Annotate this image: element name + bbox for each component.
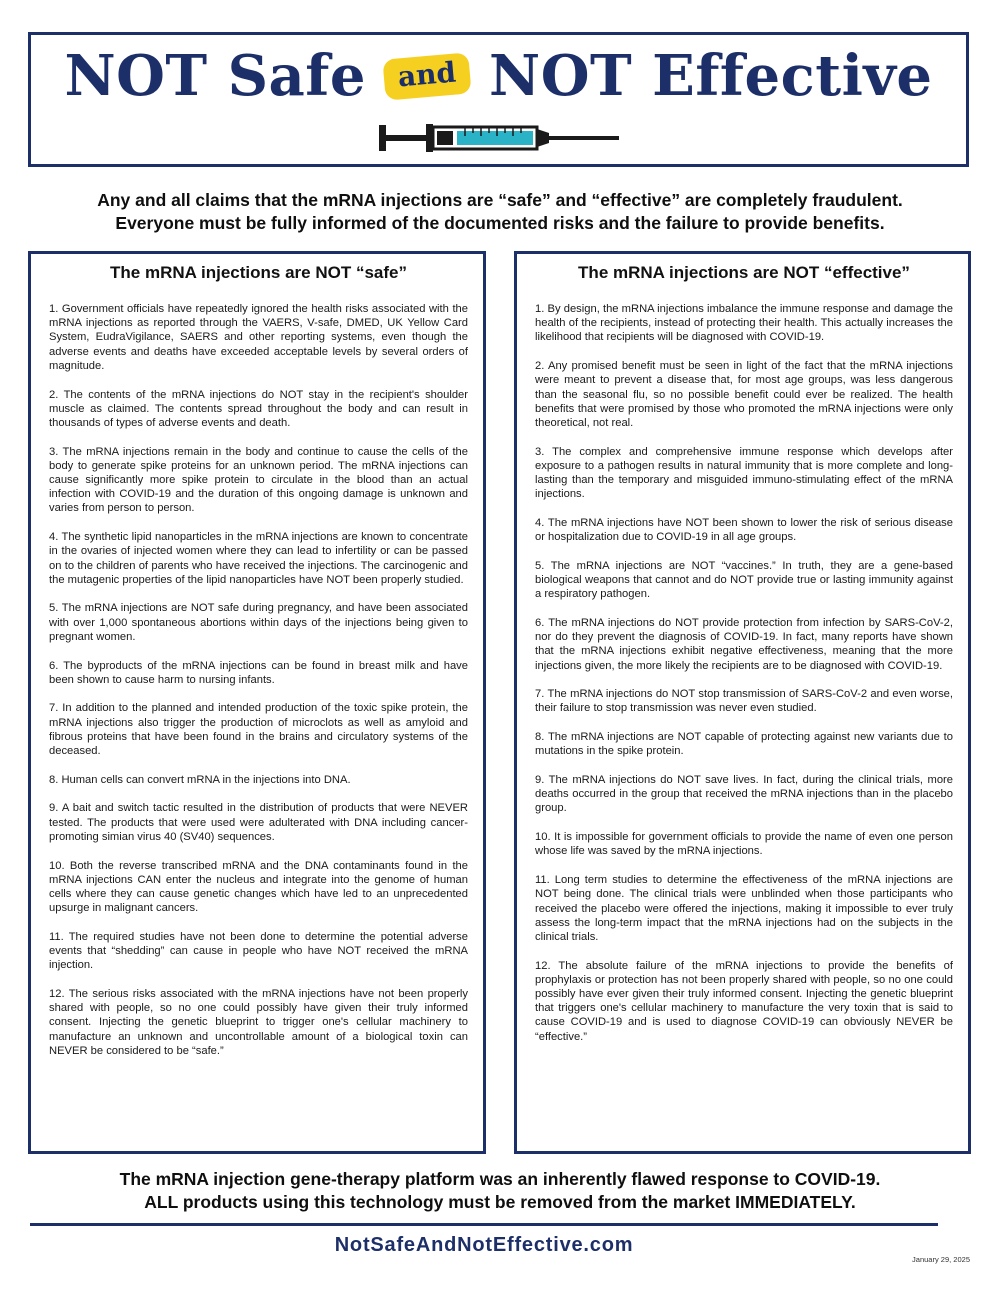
list-item: 3. The complex and comprehensive immune response which develops after exposure to a pathogen results in natural immunity that is more complete and long-lasting than the temporary and misguided immuno-stimulating effect of the mRNA injections. <box>535 445 953 501</box>
footer-divider <box>30 1223 938 1226</box>
title-right: NOT Effective <box>489 43 933 109</box>
list-item: 4. The synthetic lipid nanoparticles in the mRNA injections are known to concentrate in the ovaries of injected women where they can lead to infertility or can be passed on to the children of parents who have received the injections. The carcinogenic and the mutagenic properties of the lipid nanoparticles have NOT been properly studied. <box>49 531 468 586</box>
list-item: 5. The mRNA injections are NOT “vaccines.” In truth, they are a gene-based biological weapons that cannot and do NOT provide true or lasting immunity against a respiratory pathogen. <box>535 559 953 601</box>
title-left: NOT Safe <box>64 43 367 109</box>
not-effective-list <box>535 302 953 1044</box>
publication-date: January 29, 2025 <box>912 1255 970 1264</box>
list-item: 1. By design, the mRNA injections imbalance the immune response and damage the health of the recipients, instead of protecting their health. This actually increases the likelihood that recipients will be diagnosed with COVID-19. <box>535 303 953 344</box>
page-title <box>31 43 966 109</box>
list-item: 3. The mRNA injections remain in the body and continue to cause the cells of the body to generate spike proteins for an unknown period. The mRNA injections can cause significantly more spike protein to circulate in the blood than an actual infection with COVID-19 and the duration of this ongoing damage is unknown and varies from person to person. <box>49 445 468 515</box>
list-item: 2. Any promised benefit must be seen in light of the fact that the mRNA injections were meant to prevent a disease that, for most age groups, was less dangerous than the seasonal flu, so no possible benefit could ever be realized. The health benefits that were promised by those who promoted the mRNA injections were only theoretical, not real. <box>535 360 953 429</box>
list-item: 11. The required studies have not been done to determine the potential adverse events that “shedding” can cause in people who have NOT received the mRNA injection. <box>49 930 468 972</box>
title-and-badge: and <box>383 52 472 100</box>
list-item: 10. It is impossible for government officials to provide the name of even one person whose life was saved by the mRNA injections. <box>535 831 953 858</box>
list-item: 5. The mRNA injections are NOT safe during pregnancy, and have been associated with over 1,000 spontaneous abortions within days of the injections being given to pregnant women. <box>49 602 468 643</box>
website-link[interactable]: NotSafeAndNotEffective.com <box>334 1234 634 1256</box>
closing-line-2: ALL products using this technology must be removed from the market IMMEDIATELY. <box>144 1192 856 1212</box>
not-safe-heading: The mRNA injections are NOT “safe” <box>110 263 407 282</box>
not-safe-list <box>49 302 468 1058</box>
list-item: 8. The mRNA injections are NOT capable of protecting against new variants due to mutations in the spike protein. <box>535 731 953 758</box>
closing-line-1: The mRNA injection gene-therapy platform was an inherently flawed response to COVID-19. <box>119 1169 881 1189</box>
intro-line-2: Everyone must be fully informed of the documented risks and the failure to provide benefits. <box>115 213 885 233</box>
closing-statement <box>28 1168 972 1214</box>
not-safe-column <box>28 251 486 1154</box>
list-item: 2. The contents of the mRNA injections do NOT stay in the recipient's shoulder muscle as claimed. The contents spread throughout the body and can result in thousands of types of adverse events and death. <box>49 388 468 429</box>
list-item: 7. In addition to the planned and intended production of the toxic spike protein, the mRNA injections also trigger the production of microclots as well as amyloid and fibrous proteins that have been found in the brains and circulatory systems of the deceased. <box>49 702 468 758</box>
list-item: 7. The mRNA injections do NOT stop transmission of SARS-CoV-2 and even worse, their failure to stop transmission was never even studied. <box>535 688 953 715</box>
list-item: 10. Both the reverse transcribed mRNA and the DNA contaminants found in the mRNA injections CAN enter the nucleus and integrate into the genome of human cells where they can cause genetic changes which have led to an unprecedented upsurge in malignant cancers. <box>49 859 468 915</box>
list-item: 6. The byproducts of the mRNA injections can be found in breast milk and have been shown to cause harm to nursing infants. <box>49 659 468 686</box>
list-item: 6. The mRNA injections do NOT provide protection from infection by SARS-CoV-2, nor do they prevent the diagnosis of COVID-19. In fact, many reports have shown that the mRNA injections exhibit negative effectiveness, meaning that the more injections given, the more likely the recipients are to be diagnosed with COVID-19. <box>535 616 953 672</box>
list-item: 4. The mRNA injections have NOT been shown to lower the risk of serious disease or hospitalization due to COVID-19 in all age groups. <box>535 516 953 544</box>
list-item: 12. The absolute failure of the mRNA injections to provide the benefits of prophylaxis or protection has not been properly shared with people, so no one could possibly have ever given their truly informed consent. Injecting the genetic blueprint that triggers one's cellular machinery to manufacture the very toxin that is said to cause COVID-19 and is used to diagnose COVID-19 can obviously NEVER be “effective.” <box>535 959 953 1043</box>
list-item: 9. The mRNA injections do NOT save lives. In fact, during the clinical trials, more deaths occurred in the group that received the mRNA injections than in the placebo group. <box>535 774 953 815</box>
list-item: 8. Human cells can convert mRNA in the injections into DNA. <box>49 773 351 786</box>
list-item: 12. The serious risks associated with the mRNA injections have not been properly shared with people, so no one could possibly have given their truly informed consent. Injecting the genetic blueprint to trigger one's cellular machinery to manufacture an unknown and uncontrollable amount of a biological toxin can NEVER be considered to be “safe.” <box>49 988 468 1057</box>
list-item: 11. Long term studies to determine the effectiveness of the mRNA injections are NOT being done. The clinical trials were unblinded when those participants who received the placebo were offered the injections, making it impossible to ever truly assess the long-term impact that the mRNA injections had on the subjects in the clinical trials. <box>535 874 953 943</box>
list-item: 1. Government officials have repeatedly ignored the health risks associated with the mRNA injections as reported through the VAERS, V-safe, DMED, UK Yellow Card System, EudraVigilance, SAERS and other reporting systems, even though the adverse events and deaths have exceeded acceptable levels by several orders of magnitude. <box>49 303 468 372</box>
intro-statement <box>28 189 972 235</box>
not-effective-column <box>514 251 971 1154</box>
syringe-icon <box>377 120 621 156</box>
not-effective-heading: The mRNA injections are NOT “effective” <box>578 263 910 282</box>
list-item: 9. A bait and switch tactic resulted in the distribution of products that were NEVER tested. The products that were used were adulterated with DNA including cancer-promoting simian virus 40 (SV40) sequences. <box>49 802 468 843</box>
intro-line-1: Any and all claims that the mRNA injections are “safe” and “effective” are completely fraudulent. <box>97 190 903 210</box>
header-banner <box>28 32 969 167</box>
